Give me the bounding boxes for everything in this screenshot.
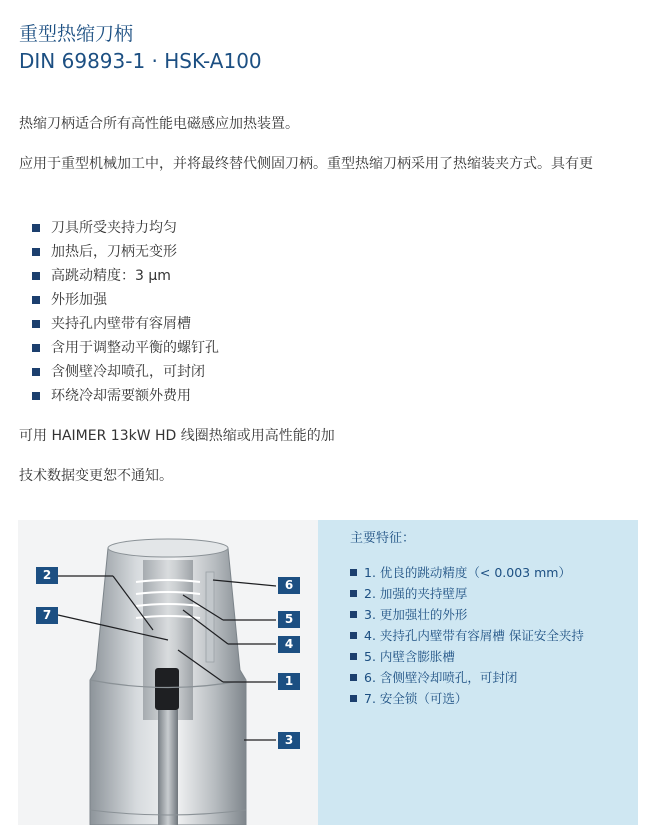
application-paragraph: 应用于重型机械加工中，并将最终替代侧固刀柄。重型热缩刀柄采用了热缩装夹方式。具有更: [19, 156, 593, 172]
callout-label-4: 4: [278, 636, 300, 653]
callout-label-3: 3: [278, 732, 300, 749]
square-bullet-icon: [32, 320, 40, 328]
square-bullet-icon: [32, 296, 40, 304]
list-item: [350, 646, 584, 667]
features-panel: [318, 520, 638, 825]
feature-text: 5. 内壁含膨胀槽: [364, 649, 455, 664]
list-item: [350, 667, 584, 688]
list-item-text: 刀具所受夹持力均匀: [51, 220, 177, 236]
list-item: [32, 288, 219, 312]
heating-paragraph: 可用 HAIMER 13kW HD 线圈热缩或用高性能的加: [19, 428, 335, 444]
page-subtitle: DIN 69893-1 · HSK-A100: [19, 49, 262, 73]
callout-label-7: 7: [36, 607, 58, 624]
features-title: 主要特征：: [350, 531, 416, 546]
feature-text: 7. 安全锁（可选）: [364, 691, 468, 706]
square-bullet-icon: [32, 392, 40, 400]
square-bullet-icon: [32, 248, 40, 256]
list-item: [32, 264, 219, 288]
list-item-text: 含侧壁冷却喷孔，可封闭: [51, 364, 205, 380]
disclaimer-paragraph: 技术数据变更恕不通知。: [19, 468, 173, 484]
shrink-chuck-drawing: [18, 520, 318, 825]
list-item-text: 外形加强: [51, 292, 107, 308]
callout-label-5: 5: [278, 611, 300, 628]
list-item-text: 加热后，刀柄无变形: [51, 244, 177, 260]
square-bullet-icon: [350, 695, 357, 702]
square-bullet-icon: [32, 344, 40, 352]
list-item: [32, 312, 219, 336]
list-item: [32, 240, 219, 264]
list-item: [350, 625, 584, 646]
list-item: [32, 216, 219, 240]
list-item-text: 含用于调整动平衡的螺钉孔: [51, 340, 219, 356]
intro-paragraph: 热缩刀柄适合所有高性能电磁感应加热装置。: [19, 116, 299, 132]
feature-figure: [18, 520, 638, 825]
square-bullet-icon: [32, 368, 40, 376]
square-bullet-icon: [350, 674, 357, 681]
list-item: [32, 336, 219, 360]
callout-label-6: 6: [278, 577, 300, 594]
list-item-text: 环绕冷却需要额外费用: [51, 388, 191, 404]
callout-label-2: 2: [36, 567, 58, 584]
feature-text: 4. 夹持孔内壁带有容屑槽 保证安全夹持: [364, 628, 584, 643]
callout-label-1: 1: [278, 673, 300, 690]
list-item-text: 高跳动精度：3 μm: [51, 268, 171, 284]
features-list: [350, 562, 584, 709]
square-bullet-icon: [350, 590, 357, 597]
square-bullet-icon: [350, 632, 357, 639]
feature-text: 2. 加强的夹持壁厚: [364, 586, 468, 601]
list-item: [32, 384, 219, 408]
square-bullet-icon: [32, 272, 40, 280]
square-bullet-icon: [350, 569, 357, 576]
list-item: [350, 562, 584, 583]
page-title: 重型热缩刀柄: [19, 23, 134, 45]
list-item: [350, 604, 584, 625]
benefit-list: [32, 216, 219, 408]
feature-text: 1. 优良的跳动精度（< 0.003 mm）: [364, 565, 571, 580]
square-bullet-icon: [350, 611, 357, 618]
square-bullet-icon: [350, 653, 357, 660]
tool-holder-illustration: [18, 520, 318, 825]
list-item: [350, 583, 584, 604]
list-item-text: 夹持孔内壁带有容屑槽: [51, 316, 191, 332]
feature-text: 3. 更加强壮的外形: [364, 607, 468, 622]
square-bullet-icon: [32, 224, 40, 232]
list-item: [32, 360, 219, 384]
list-item: [350, 688, 584, 709]
feature-text: 6. 含侧壁冷却喷孔，可封闭: [364, 670, 518, 685]
